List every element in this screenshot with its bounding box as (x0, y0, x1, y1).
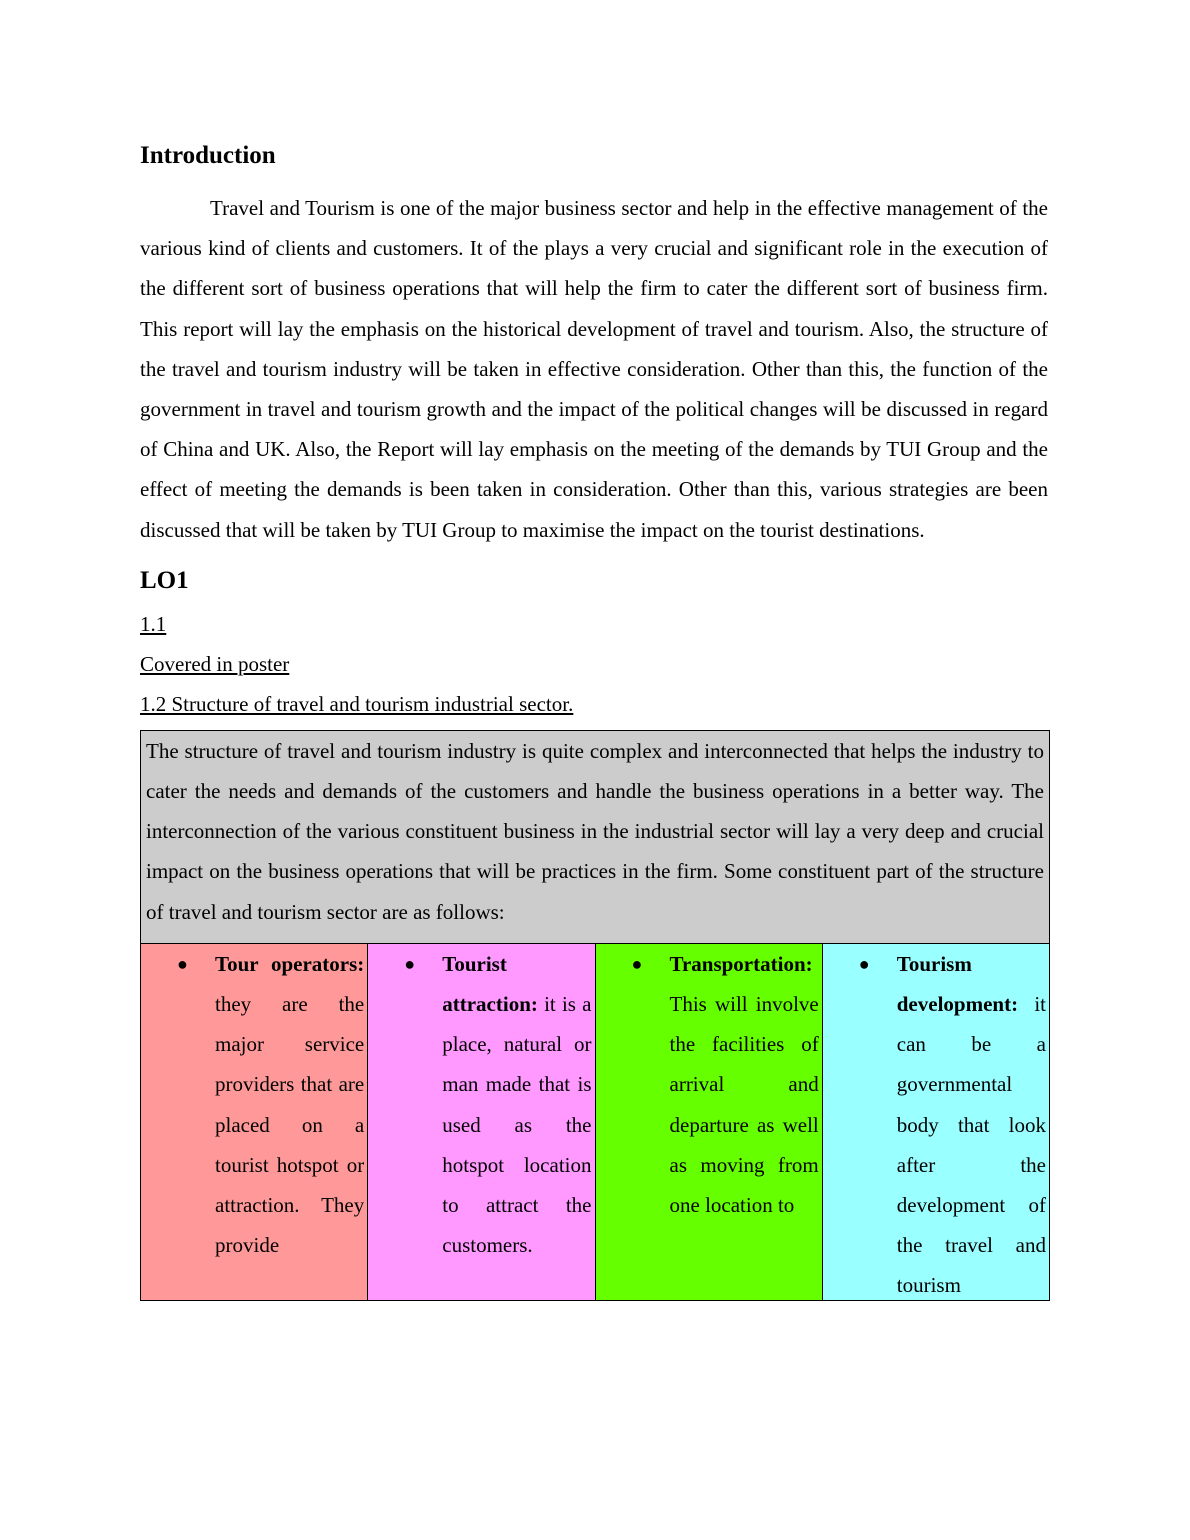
structure-table (140, 730, 1050, 1301)
covered-in-poster-note: Covered in poster (140, 651, 290, 676)
section-1-1-heading: 1.1 (140, 611, 167, 636)
tour-operators-text: they are the major service providers that are placed on a tourist hotspot or attraction. They provide (215, 992, 365, 1258)
transportation-cell (595, 943, 822, 1300)
tourism-development-text: it can be a governmental body that look after the development of the travel and tourism (896, 992, 1046, 1298)
tour-operators-term: Tour operators: (215, 951, 365, 976)
list-item (631, 944, 819, 1225)
transportation-text: This will involve the facilities of arrival and departure as well as moving from one location to (669, 992, 819, 1218)
bullet-icon: ● (404, 953, 416, 974)
lo1-heading: LO1 (140, 566, 189, 594)
tourism-development-cell (822, 943, 1049, 1300)
tourist-attraction-text: it is a place, natural or man made that is used as the hotspot location to attract the customers. (442, 992, 592, 1258)
bullet-icon: ● (858, 953, 870, 974)
introduction-heading: Introduction (140, 142, 276, 169)
intro-paragraph: Travel and Tourism is one of the major business sector and help in the effective management of the various kind of clients and customers. It of the plays a very crucial and significant role in the execution of the different sort of business operations that will help the firm to cater the different sort of business firm. This report will lay the emphasis on the historical development of travel and tourism. Also, the structure of the travel and tourism industry will be taken in effective consideration. Other than this, the function of the government in travel and tourism growth and the impact of the political changes will be discussed in regard of China and UK. Also, the Report will lay emphasis on the meeting of the demands by TUI Group and the effect of meeting the demands is been taken in consideration. Other than this, various strategies are been discussed that will be taken by TUI Group to maximise the impact on the tourist destinations. (140, 196, 1048, 542)
bullet-icon: ● (177, 953, 188, 974)
section-1-2-heading: 1.2 Structure of travel and tourism industrial sector. (140, 691, 574, 716)
tourist-attraction-cell (368, 943, 595, 1300)
transportation-term: Transportation: (669, 951, 813, 976)
tourist-attraction-term: Tourist attraction: (442, 951, 538, 1017)
tourism-development-term: Tourism development: (896, 951, 1019, 1017)
list-item (404, 944, 592, 1266)
bullet-icon: ● (631, 953, 643, 974)
page-content (140, 138, 1048, 1301)
list-item (858, 944, 1046, 1300)
list-item (177, 944, 365, 1266)
tour-operators-cell (141, 943, 368, 1300)
structure-intro-cell: The structure of travel and tourism industry is quite complex and interconnected that helps the industry to cater the needs and demands of the customers and handle the business operations in a better way. The interconnection of the various constituent business in the industrial sector will lay a very deep and crucial impact on the business operations that will be practices in the firm. Some constituent part of the structure of travel and tourism sector are as follows: (141, 730, 1050, 943)
